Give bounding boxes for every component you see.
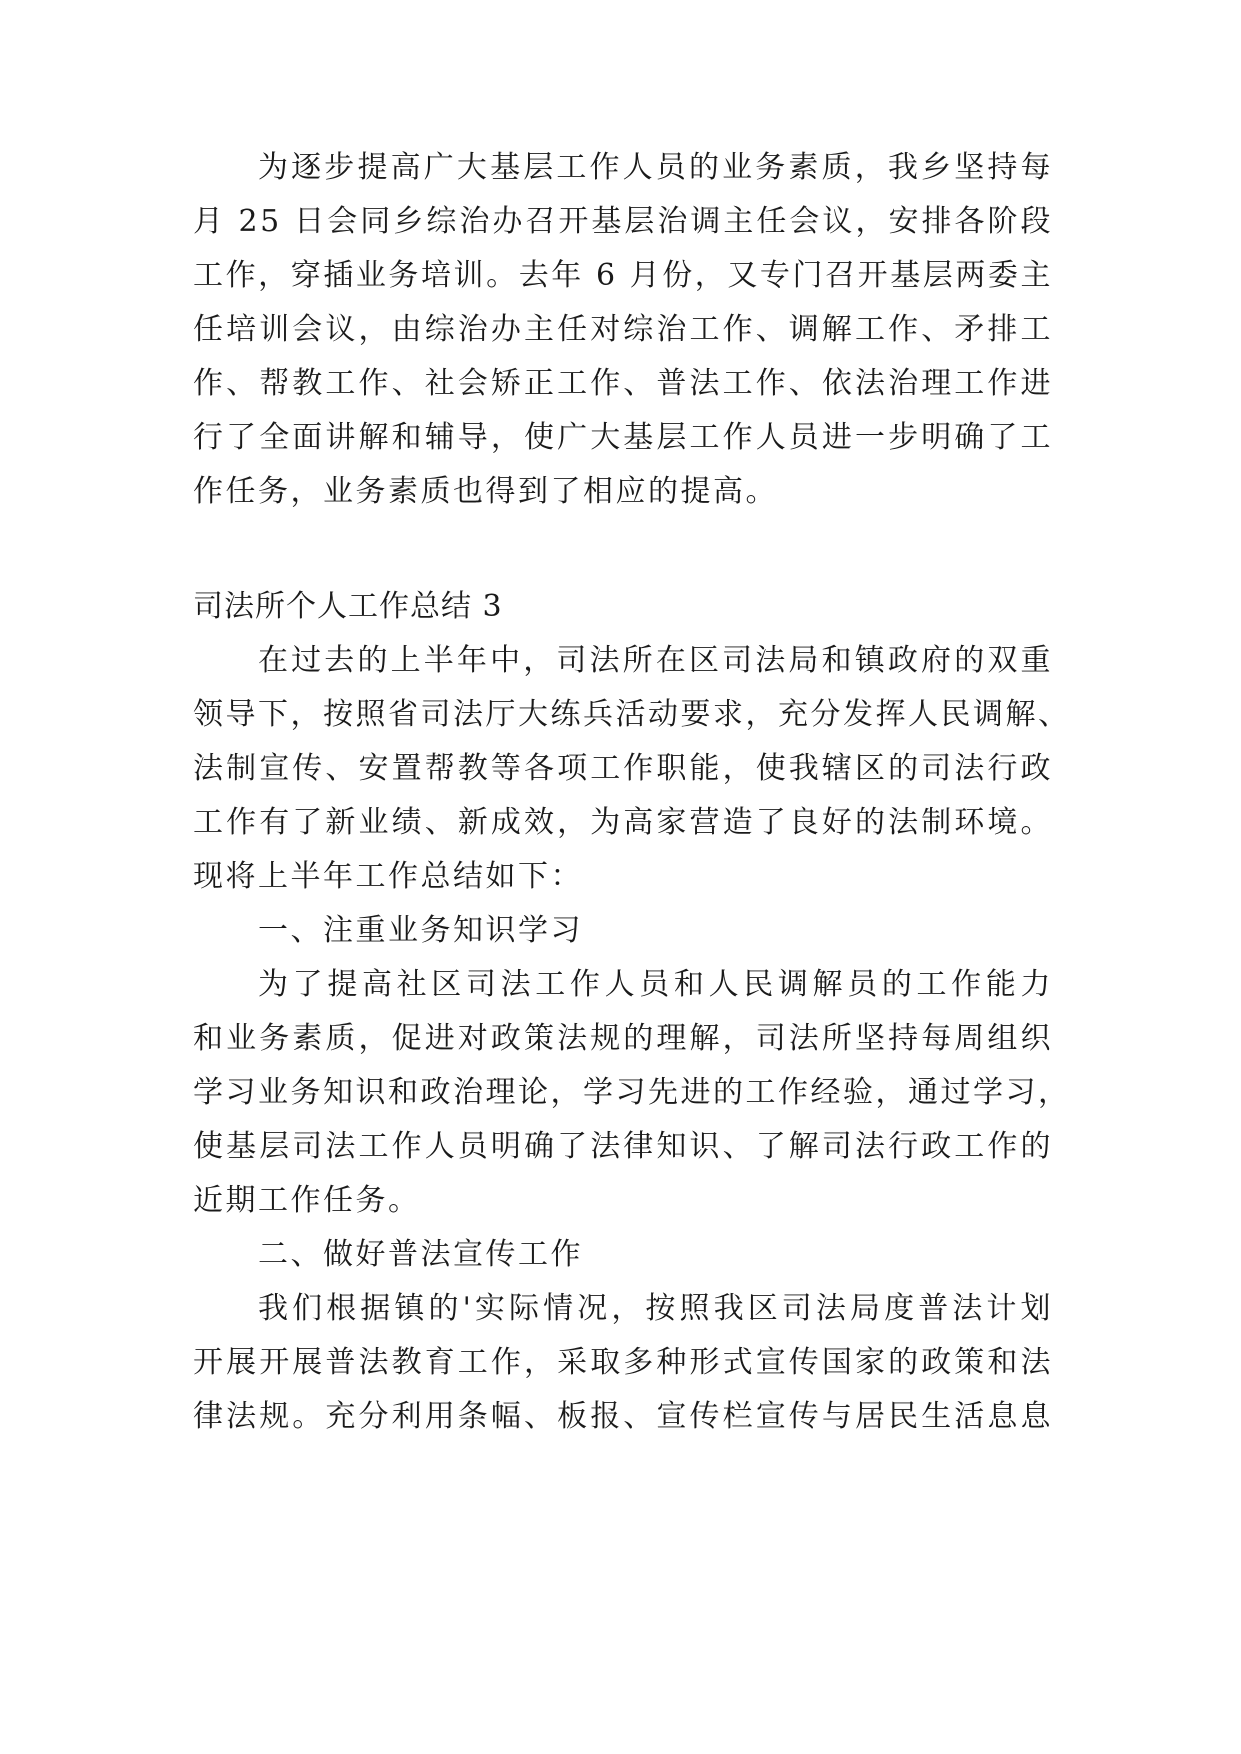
subsection-heading: 一、注重业务知识学习: [258, 913, 583, 948]
paragraph-line: 工作，穿插业务培训。去年 6 月份，又专门召开基层两委主: [193, 258, 1053, 293]
paragraph-line: 行了全面讲解和辅导，使广大基层工作人员进一步明确了工: [193, 420, 1053, 455]
paragraph-line: 在过去的上半年中，司法所在区司法局和镇政府的双重: [258, 643, 1053, 678]
paragraph-line: 法制宣传、安置帮教等各项工作职能，使我辖区的司法行政: [193, 751, 1053, 786]
paragraph-line: 作任务，业务素质也得到了相应的提高。: [193, 474, 778, 509]
section-title: 司法所个人工作总结 3: [193, 589, 503, 624]
paragraph-line: 领导下，按照省司法厅大练兵活动要求，充分发挥人民调解、: [193, 697, 1071, 732]
paragraph-line: 工作有了新业绩、新成效，为高家营造了良好的法制环境。: [193, 805, 1053, 840]
paragraph-line: 律法规。充分利用条幅、板报、宣传栏宣传与居民生活息息: [193, 1399, 1053, 1434]
paragraph-line: 使基层司法工作人员明确了法律知识、了解司法行政工作的: [193, 1129, 1053, 1164]
paragraph-line: 月 25 日会同乡综治办召开基层治调主任会议，安排各阶段: [193, 204, 1053, 239]
paragraph-line: 我们根据镇的'实际情况，按照我区司法局度普法计划: [258, 1291, 1053, 1326]
paragraph-line: 任培训会议，由综治办主任对综治工作、调解工作、矛排工: [193, 312, 1053, 347]
paragraph-line: 和业务素质，促进对政策法规的理解，司法所坚持每周组织: [193, 1021, 1053, 1056]
paragraph-line: 现将上半年工作总结如下：: [193, 859, 583, 894]
paragraph-line: 近期工作任务。: [193, 1183, 421, 1218]
paragraph-line: 开展开展普法教育工作，采取多种形式宣传国家的政策和法: [193, 1345, 1053, 1380]
paragraph-line: 为了提高社区司法工作人员和人民调解员的工作能力: [258, 967, 1053, 1002]
paragraph-line: 作、帮教工作、社会矫正工作、普法工作、依法治理工作进: [193, 366, 1053, 401]
paragraph-line: 为逐步提高广大基层工作人员的业务素质，我乡坚持每: [258, 150, 1053, 185]
paragraph-line: 学习业务知识和政治理论，学习先进的工作经验，通过学习，: [193, 1075, 1071, 1110]
subsection-heading: 二、做好普法宣传工作: [258, 1237, 583, 1272]
